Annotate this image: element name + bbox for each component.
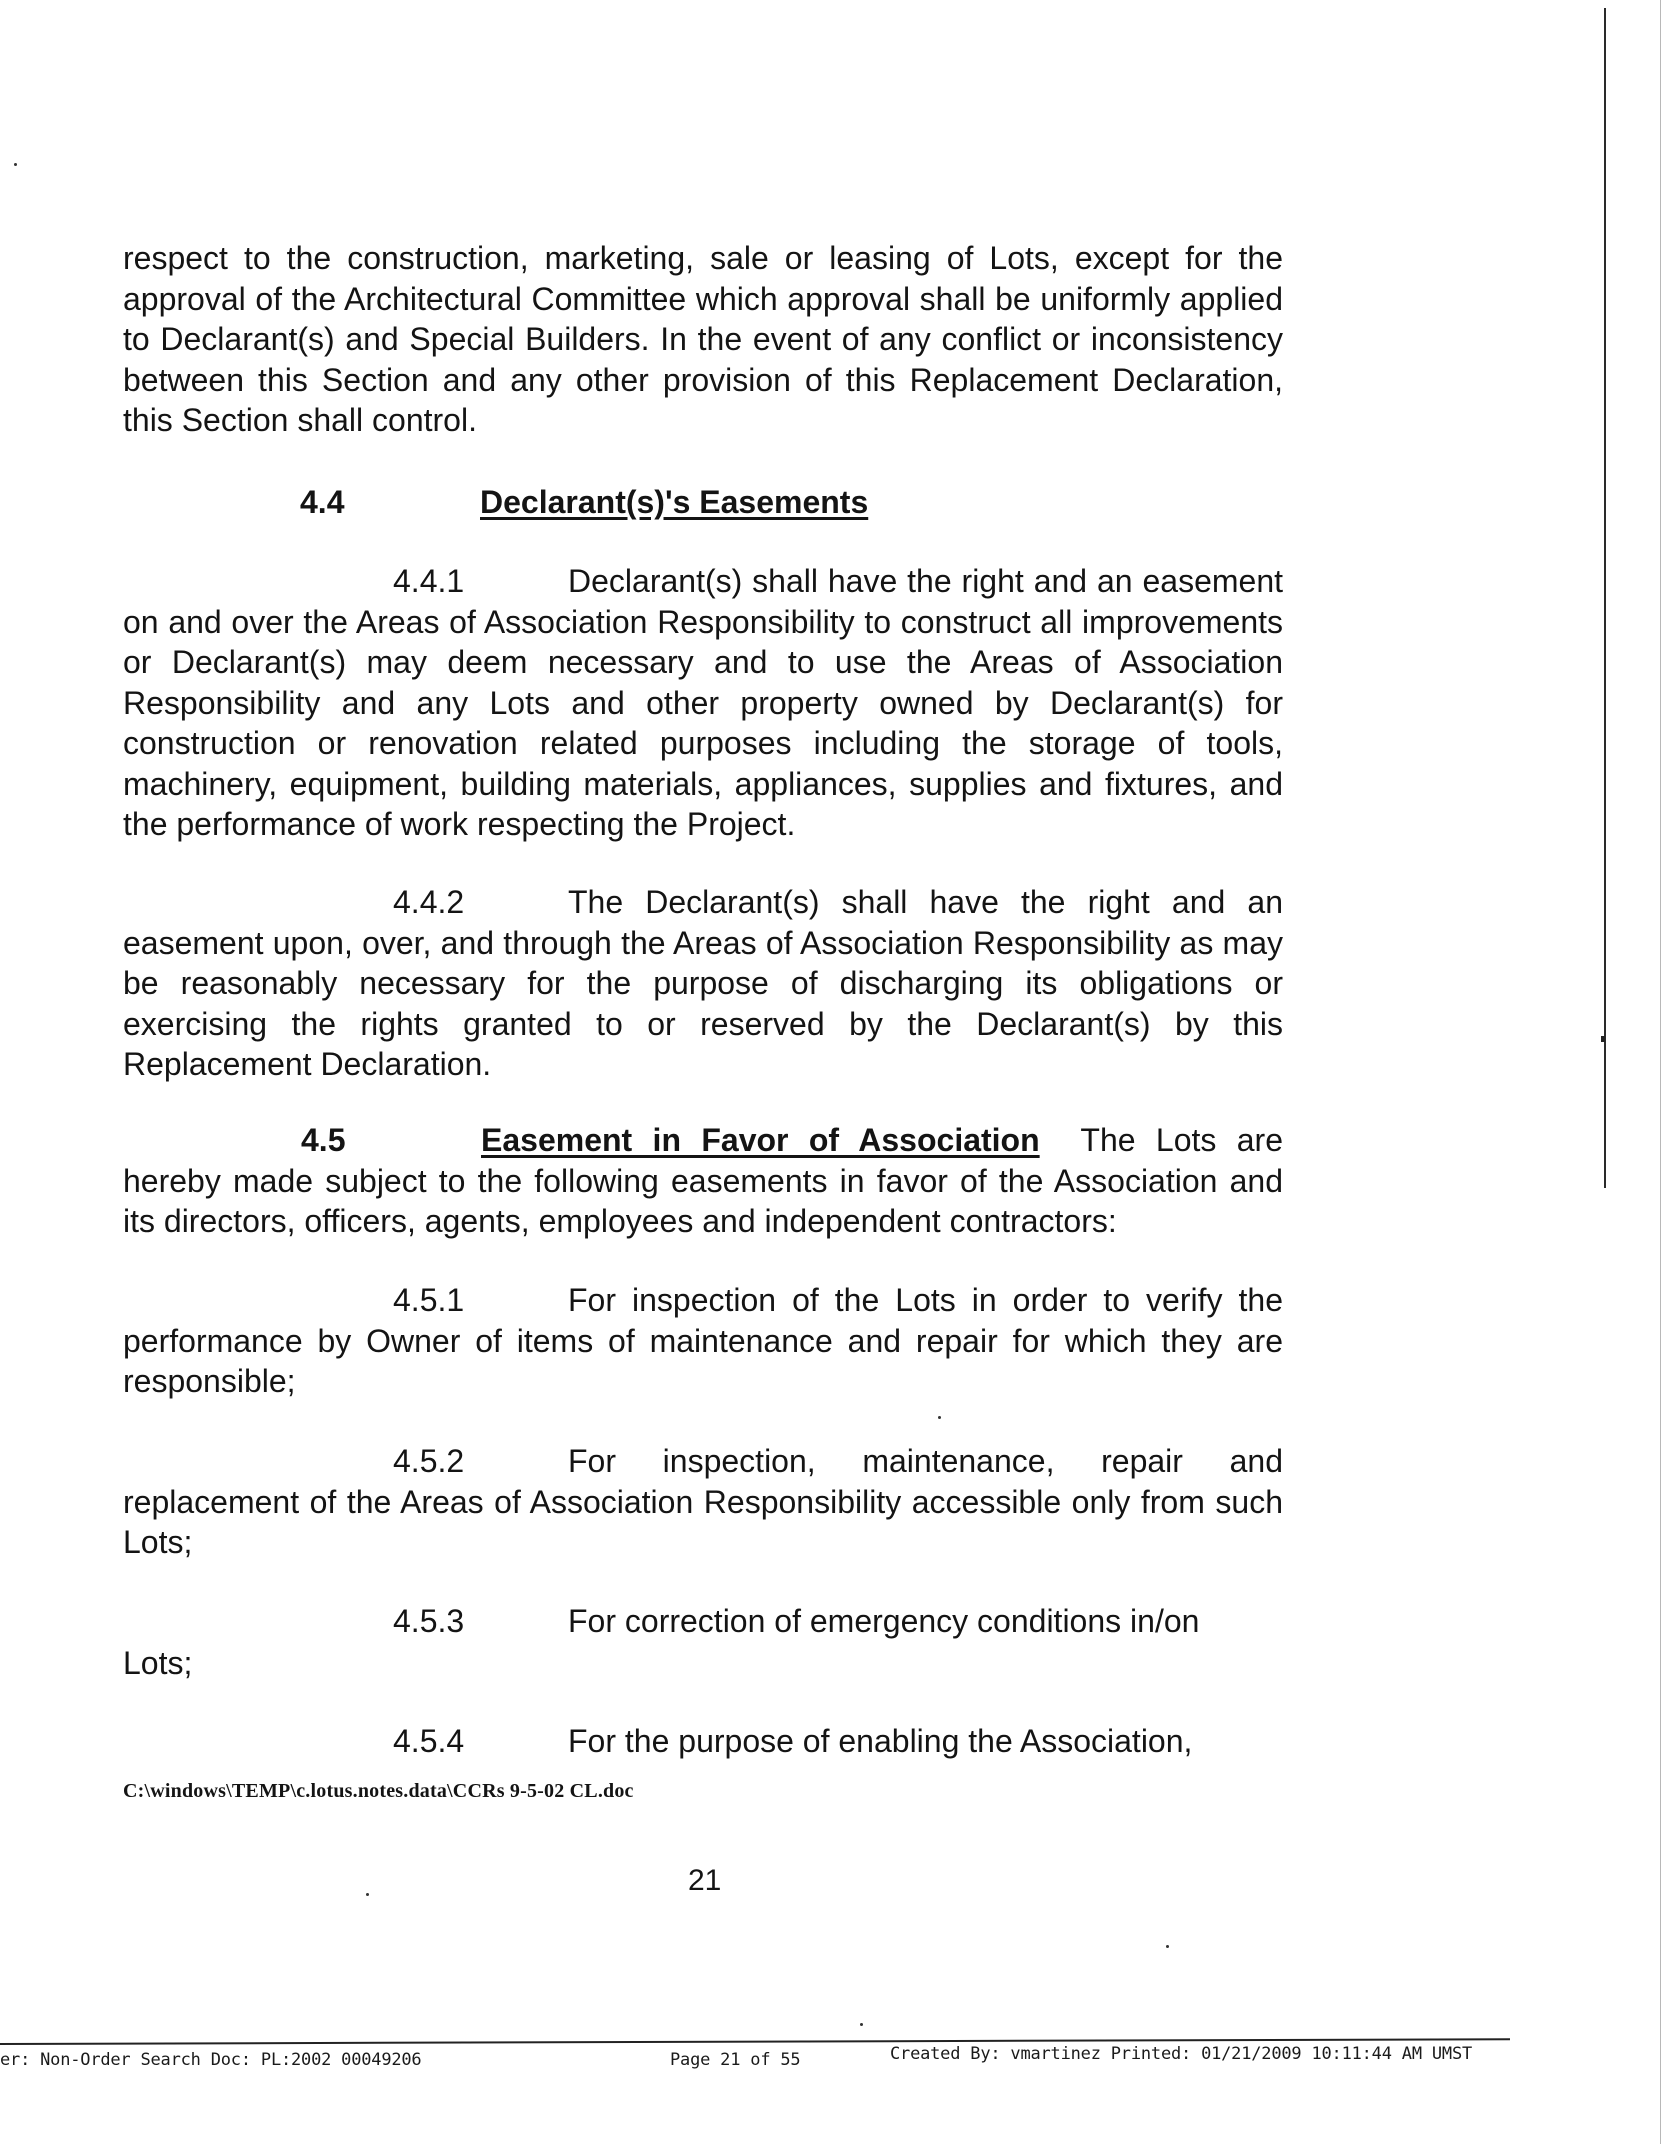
scan-speck bbox=[860, 2023, 863, 2026]
subsection-text: For inspection, maintenance, repair and replacement of the Areas of Association Responsibility accessible only from such Lots; bbox=[123, 1443, 1283, 1560]
subsection-number: 4.5.3 bbox=[393, 1603, 465, 1639]
subsection-4-5-2 bbox=[123, 1441, 1283, 1563]
subsection-number: 4.5.2 bbox=[393, 1443, 465, 1479]
scan-speck bbox=[14, 163, 17, 166]
subsection-4-5-3-continuation: Lots; bbox=[123, 1645, 193, 1681]
scan-speck bbox=[1166, 1945, 1169, 1948]
section-title: Declarant(s)'s Easements bbox=[480, 484, 869, 520]
footer-created-printed: Created By: vmartinez Printed: 01/21/2009 10:11:44 AM UMST bbox=[890, 2044, 1473, 2064]
page-number: 21 bbox=[688, 1864, 722, 1897]
scan-mark bbox=[1601, 1036, 1605, 1042]
section-number: 4.5 bbox=[301, 1122, 346, 1158]
subsection-text: For correction of emergency conditions in/on bbox=[568, 1603, 1200, 1639]
scan-edge-line-outer bbox=[1660, 0, 1661, 2144]
scan-edge-line bbox=[1604, 8, 1606, 1188]
subsection-4-5-1 bbox=[123, 1280, 1283, 1402]
section-text: The Lots are hereby made subject to the following easements in favor of the Association and its directors, officers, agents, employees and independent contractors: bbox=[123, 1122, 1284, 1239]
subsection-4-5-4 bbox=[123, 1721, 1283, 1762]
subsection-text: Declarant(s) shall have the right and an easement on and over the Areas of Association Responsibility to construct all improvements or Declarant(s) may deem necessary and to use the Areas of Association Responsibility and any Lots and other property owned by Declarant(s) for construction or renovation related purposes including the storage of tools, machinery, equipment, building materials, appliances, supplies and fixtures, and the performance of work respecting the Project. bbox=[123, 563, 1283, 842]
document-file-path: C:\windows\TEMP\c.lotus.notes.data\CCRs 9-5-02 CL.doc bbox=[123, 1780, 634, 1802]
scan-speck bbox=[366, 1893, 369, 1896]
subsection-number: 4.4.1 bbox=[393, 563, 465, 599]
subsection-4-4-2 bbox=[123, 882, 1283, 1085]
section-heading-4-4 bbox=[300, 482, 868, 522]
footer-page-count: Page 21 of 55 bbox=[670, 2050, 801, 2070]
section-number: 4.4 bbox=[300, 484, 345, 520]
scan-speck bbox=[938, 1416, 941, 1419]
section-4-5 bbox=[123, 1120, 1283, 1242]
paragraph-continued: respect to the construction, marketing, sale or leasing of Lots, except for the approval of the Architectural Committee which approval shall be uniformly applied to Declarant(s) and Special Builders. In the event of any conflict or inconsistency between this Section and any other provision of this Replacement Declaration, this Section shall control. bbox=[123, 240, 1283, 438]
subsection-number: 4.5.4 bbox=[393, 1723, 465, 1759]
subsection-text: For inspection of the Lots in order to verify the performance by Owner of items of maintenance and repair for which they are responsible; bbox=[123, 1282, 1283, 1399]
section-title: Easement in Favor of Association bbox=[481, 1122, 1040, 1158]
subsection-4-5-3 bbox=[123, 1601, 1283, 1642]
subsection-number: 4.5.1 bbox=[393, 1282, 465, 1318]
subsection-4-4-1 bbox=[123, 561, 1283, 845]
subsection-text: The Declarant(s) shall have the right and an easement upon, over, and through the Areas of Association Responsibility as may be reasonably necessary for the purpose of discharging its obligations or exercising the rights granted to or reserved by the Declarant(s) by this Replacement Declaration. bbox=[123, 884, 1283, 1082]
subsection-number: 4.4.2 bbox=[393, 884, 465, 920]
footer-search-info: er: Non-Order Search Doc: PL:2002 00049206 bbox=[0, 2050, 422, 2070]
subsection-text: For the purpose of enabling the Association, bbox=[568, 1723, 1193, 1759]
